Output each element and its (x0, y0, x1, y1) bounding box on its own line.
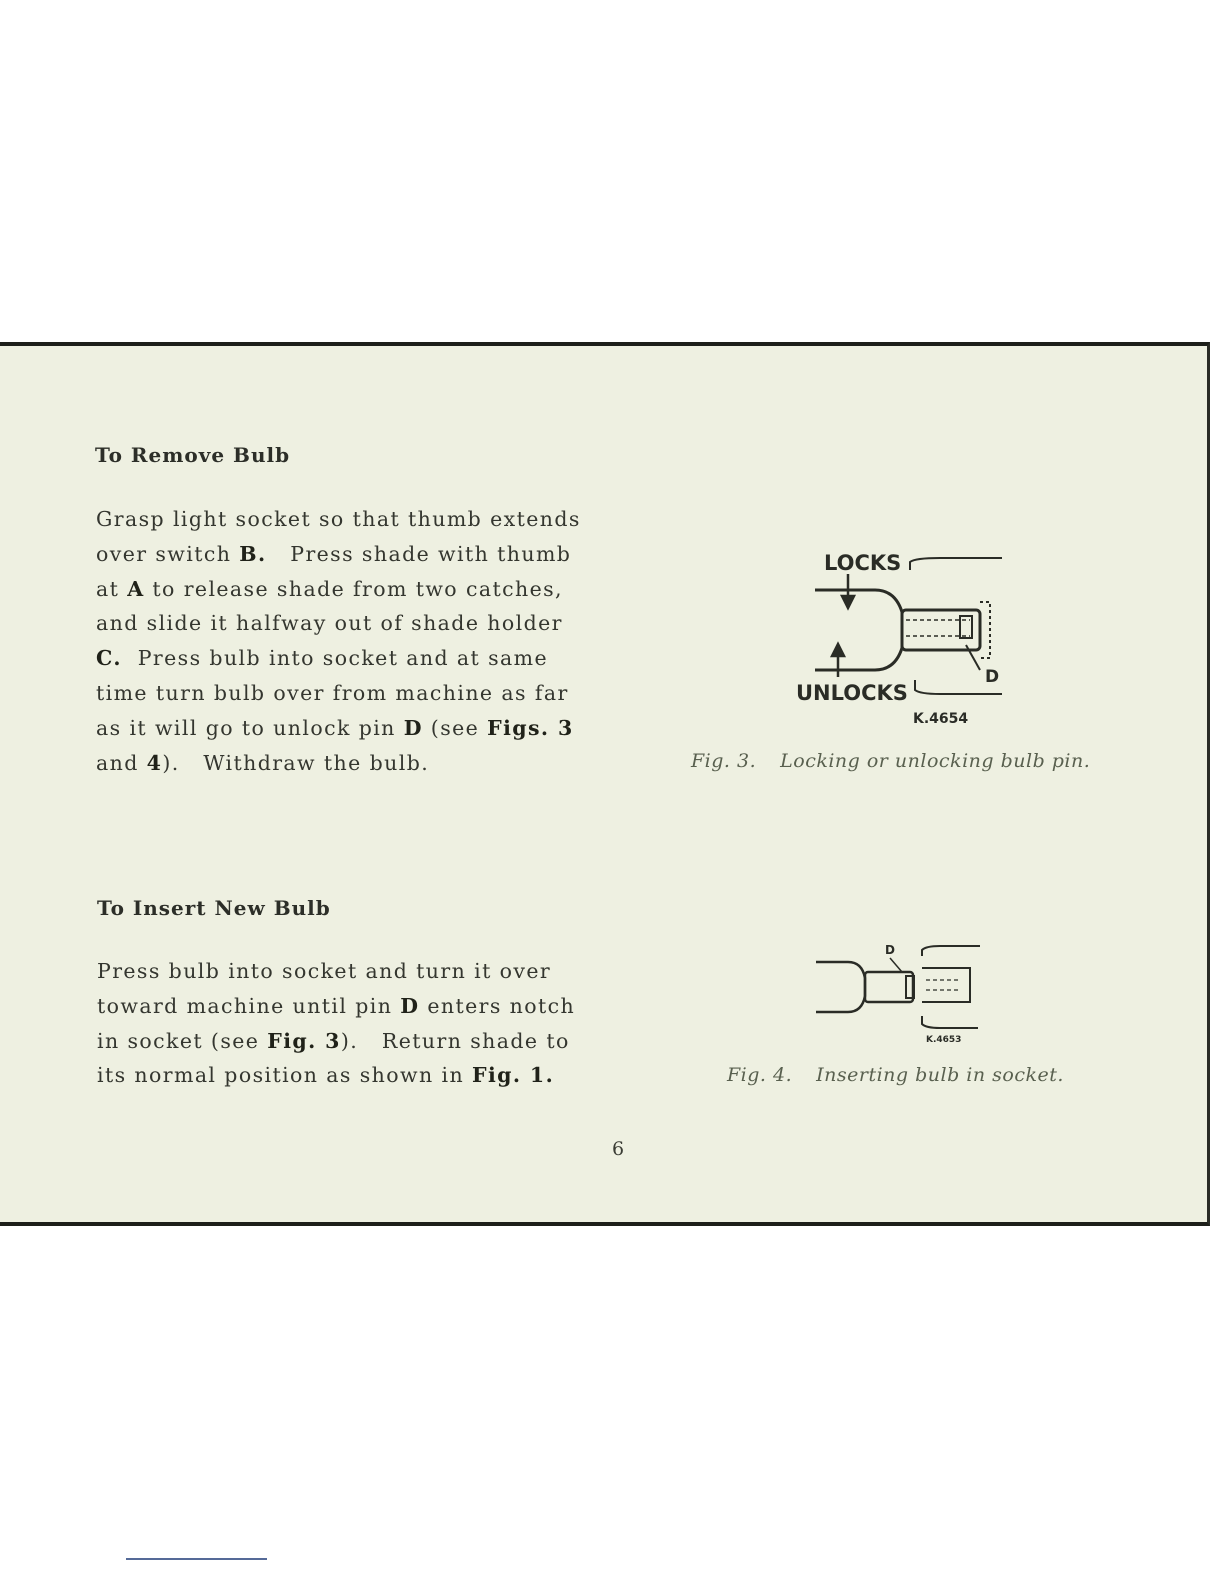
text-run: and (96, 750, 147, 775)
bold-reference: B. (239, 541, 267, 566)
pin-d-label: D (985, 667, 1000, 687)
text-run: at (96, 576, 128, 601)
bold-reference: C. (96, 646, 122, 671)
bold-reference: Figs. 3 (487, 715, 574, 740)
text-run: ). Return shade to (340, 1028, 570, 1053)
figure-3-caption (691, 750, 1090, 772)
text-run: to release shade from two catches, (144, 576, 563, 601)
pin-d-label-fig4: D (885, 943, 895, 957)
figure-4-diagram (810, 938, 990, 1048)
text-run: time turn bulb over from machine as far (96, 680, 569, 705)
bold-reference: D (400, 993, 420, 1018)
text-line (96, 572, 588, 607)
text-run: and slide it halfway out of shade holder (96, 611, 563, 636)
text-line (97, 989, 589, 1024)
figure-3-code: K.4654 (913, 711, 969, 727)
bold-reference: A (127, 576, 145, 601)
figure-4-number: Fig. 4. (727, 1064, 793, 1086)
bold-reference: D (403, 715, 423, 740)
text-run: as it will go to unlock pin (96, 715, 404, 740)
insert-bulb-instructions (97, 954, 589, 1093)
text-line (96, 746, 588, 781)
text-line (96, 537, 588, 572)
unlocks-label: UNLOCKS (796, 681, 908, 705)
text-line (96, 641, 588, 676)
text-run: in socket (see (97, 1028, 268, 1053)
figure-3-number: Fig. 3. (691, 750, 757, 772)
figure-3-caption-text: Locking or unlocking bulb pin. (780, 750, 1091, 772)
text-run: over switch (96, 541, 240, 566)
remove-bulb-instructions (96, 502, 588, 780)
text-line (96, 711, 588, 746)
text-line (97, 954, 589, 989)
figure-4-code: K.4653 (926, 1035, 962, 1045)
footer-rule (126, 1558, 267, 1560)
text-run: ). Withdraw the bulb. (162, 750, 430, 775)
page-number: 6 (612, 1138, 625, 1160)
manual-page (0, 342, 1210, 1226)
text-run: enters notch (419, 993, 576, 1018)
text-run: Press bulb into socket and turn it over (97, 959, 552, 983)
bulb-insertion-drawing (816, 946, 980, 1028)
locks-label: LOCKS (824, 551, 902, 575)
text-run: its normal position as shown in (97, 1063, 472, 1088)
text-line (97, 1058, 589, 1093)
insert-bulb-heading: To Insert New Bulb (97, 896, 331, 920)
text-run: Grasp light socket so that thumb extends (96, 507, 581, 531)
text-run: (see (422, 715, 488, 740)
text-run: Press shade with thumb (266, 541, 572, 566)
bold-reference: 4 (146, 750, 163, 775)
text-line (96, 676, 588, 711)
text-run: toward machine until pin (97, 993, 401, 1018)
bold-reference: Fig. 3 (267, 1028, 341, 1053)
figure-4-caption-text: Inserting bulb in socket. (816, 1064, 1064, 1086)
remove-bulb-heading: To Remove Bulb (95, 443, 291, 467)
figure-4-caption (727, 1064, 1064, 1086)
text-line (97, 1024, 589, 1059)
bulb-socket-drawing (815, 558, 1002, 694)
text-run: Press bulb into socket and at same (121, 646, 549, 671)
text-line (96, 502, 588, 537)
bold-reference: Fig. 1. (471, 1063, 555, 1088)
text-line (96, 606, 588, 641)
figure-3-diagram (790, 540, 1020, 730)
unlocks-arrow-icon (832, 644, 844, 677)
